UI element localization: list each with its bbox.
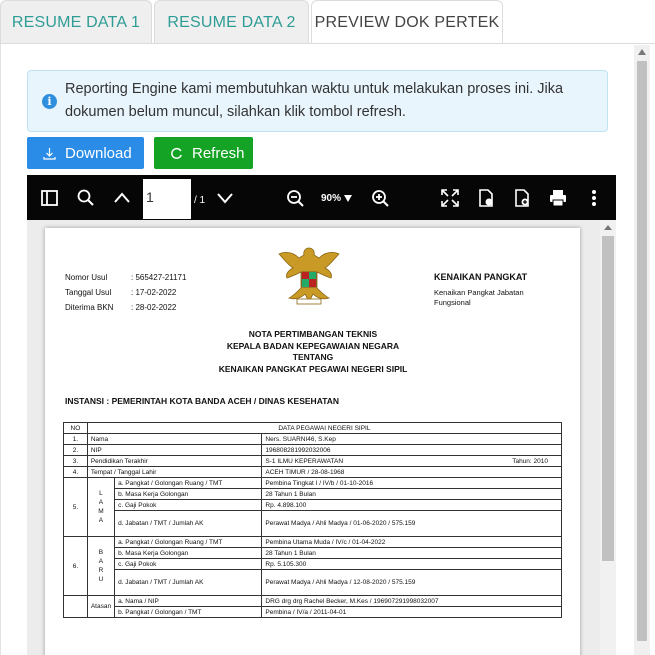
search-icon[interactable] [76, 188, 96, 208]
employee-data-table [63, 422, 562, 618]
table-row: d. Jabatan / TMT / Jumlah AK Perawat Madya / Ahli Madya / 01-06-2020 / 575.159 [64, 511, 562, 537]
table-row: 5. L A M A a. Pangkat / Golongan Ruang / TMT Pembina Tingkat I / IV/b / 01-10-2016 [64, 478, 562, 489]
document-page [45, 228, 580, 655]
document-heading: NOTA PERTIMBANGAN TEKNIS KEPALA BADAN KEPEGAWAIAN NEGARA TENTANG KENAIKAN PANGKAT PEGAWAI NEGERI SIPIL [218, 329, 408, 374]
table-row: 3. Pendidikan Terakhir S-1 ILMU KEPERAWATAN Tahun: 2010 [64, 456, 562, 467]
alert-text: Reporting Engine kami membutuhkan waktu untuk melakukan proses ini. Jika dokumen belum muncul, silahkan klik tombol refresh. [65, 81, 564, 120]
zoom-out-icon[interactable] [285, 188, 305, 208]
fullscreen-icon[interactable] [440, 188, 460, 208]
tab-resume-data-2[interactable]: RESUME DATA 2 [154, 0, 309, 44]
page-scrollbar[interactable] [634, 45, 650, 655]
sidebar-toggle-icon[interactable] [40, 188, 60, 208]
meta-tanggal-usul: Tanggal Usul : 17-02-2022 [65, 288, 177, 297]
tab-bar [0, 0, 655, 44]
print-icon[interactable] [548, 188, 568, 208]
pdf-toolbar [27, 175, 616, 220]
table-row: c. Gaji Pokok Rp. 5.105.300 [64, 559, 562, 570]
zoom-dropdown-caret-icon[interactable] [344, 195, 352, 202]
document-scrollbar[interactable] [600, 220, 616, 655]
tab-preview-dok-pertek[interactable]: PREVIEW DOK PERTEK [311, 0, 503, 44]
meta-nomor-usul: Nomor Usul : 565427-21171 [65, 273, 187, 282]
zoom-level[interactable]: 90% [321, 193, 342, 204]
category-title: KENAIKAN PANGKAT [434, 272, 528, 282]
meta-diterima-bkn: Diterima BKN : 28-02-2022 [65, 303, 177, 312]
zoom-in-icon[interactable] [370, 188, 390, 208]
document-properties-icon[interactable] [476, 188, 496, 208]
table-header-row: NO DATA PEGAWAI NEGERI SIPIL [64, 423, 562, 434]
more-options-icon[interactable] [584, 188, 604, 208]
next-page-icon[interactable] [215, 188, 235, 208]
info-alert [27, 70, 608, 132]
table-row: d. Jabatan / TMT / Jumlah AK Perawat Madya / Ahli Madya / 12-08-2020 / 575.159 [64, 570, 562, 596]
table-row: 6. B A R U a. Pangkat / Golongan Ruang / TMT Pembina Utama Muda / IV/c / 01-04-2022 [64, 537, 562, 548]
page-number-input[interactable]: 1 [143, 179, 191, 219]
table-row: b. Masa Kerja Golongan 28 Tahun 1 Bulan [64, 548, 562, 559]
add-document-icon[interactable] [512, 188, 532, 208]
table-row: b. Masa Kerja Golongan 28 Tahun 1 Bulan [64, 489, 562, 500]
download-button[interactable] [27, 137, 144, 169]
refresh-icon [170, 147, 183, 160]
table-row: 4. Tempat / Tanggal Lahir ACEH TIMUR / 28-08-1968 [64, 467, 562, 478]
instansi-line: INSTANSI : PEMERINTAH KOTA BANDA ACEH / DINAS KESEHATAN [65, 396, 340, 406]
baru-group-label: B A R U [87, 537, 114, 596]
table-row: Atasan a. Nama / NIP DRG drg drg Rachel Becker, M.Kes / 196907291998032007 [64, 596, 562, 607]
document-scroll-up-icon[interactable] [604, 225, 612, 230]
document-scrollbar-thumb[interactable] [602, 236, 614, 561]
scroll-up-arrow-icon[interactable] [638, 49, 646, 55]
pdf-viewer [27, 175, 616, 655]
download-label: Download [65, 144, 132, 162]
table-row: b. Pangkat / Golongan / TMT Pembina / IV/a / 2011-04-01 [64, 607, 562, 618]
refresh-label: Refresh [192, 144, 245, 162]
garuda-emblem-icon [275, 242, 343, 310]
info-icon: i [42, 94, 57, 109]
page-scrollbar-thumb[interactable] [637, 61, 647, 641]
category-subtitle: Kenaikan Pangkat Jabatan Fungsional [434, 288, 524, 307]
page-total: / 1 [194, 195, 206, 206]
tab-resume-data-1[interactable]: RESUME DATA 1 [0, 0, 152, 44]
download-icon [43, 147, 56, 160]
table-row: 1. Nama Ners. SUARNI46, S.Kep [64, 434, 562, 445]
table-row: c. Gaji Pokok Rp. 4.898.100 [64, 500, 562, 511]
previous-page-icon[interactable] [112, 188, 132, 208]
refresh-button[interactable] [154, 137, 253, 169]
table-row: 2. NIP 196808281992032006 [64, 445, 562, 456]
lama-group-label: L A M A [87, 478, 114, 537]
